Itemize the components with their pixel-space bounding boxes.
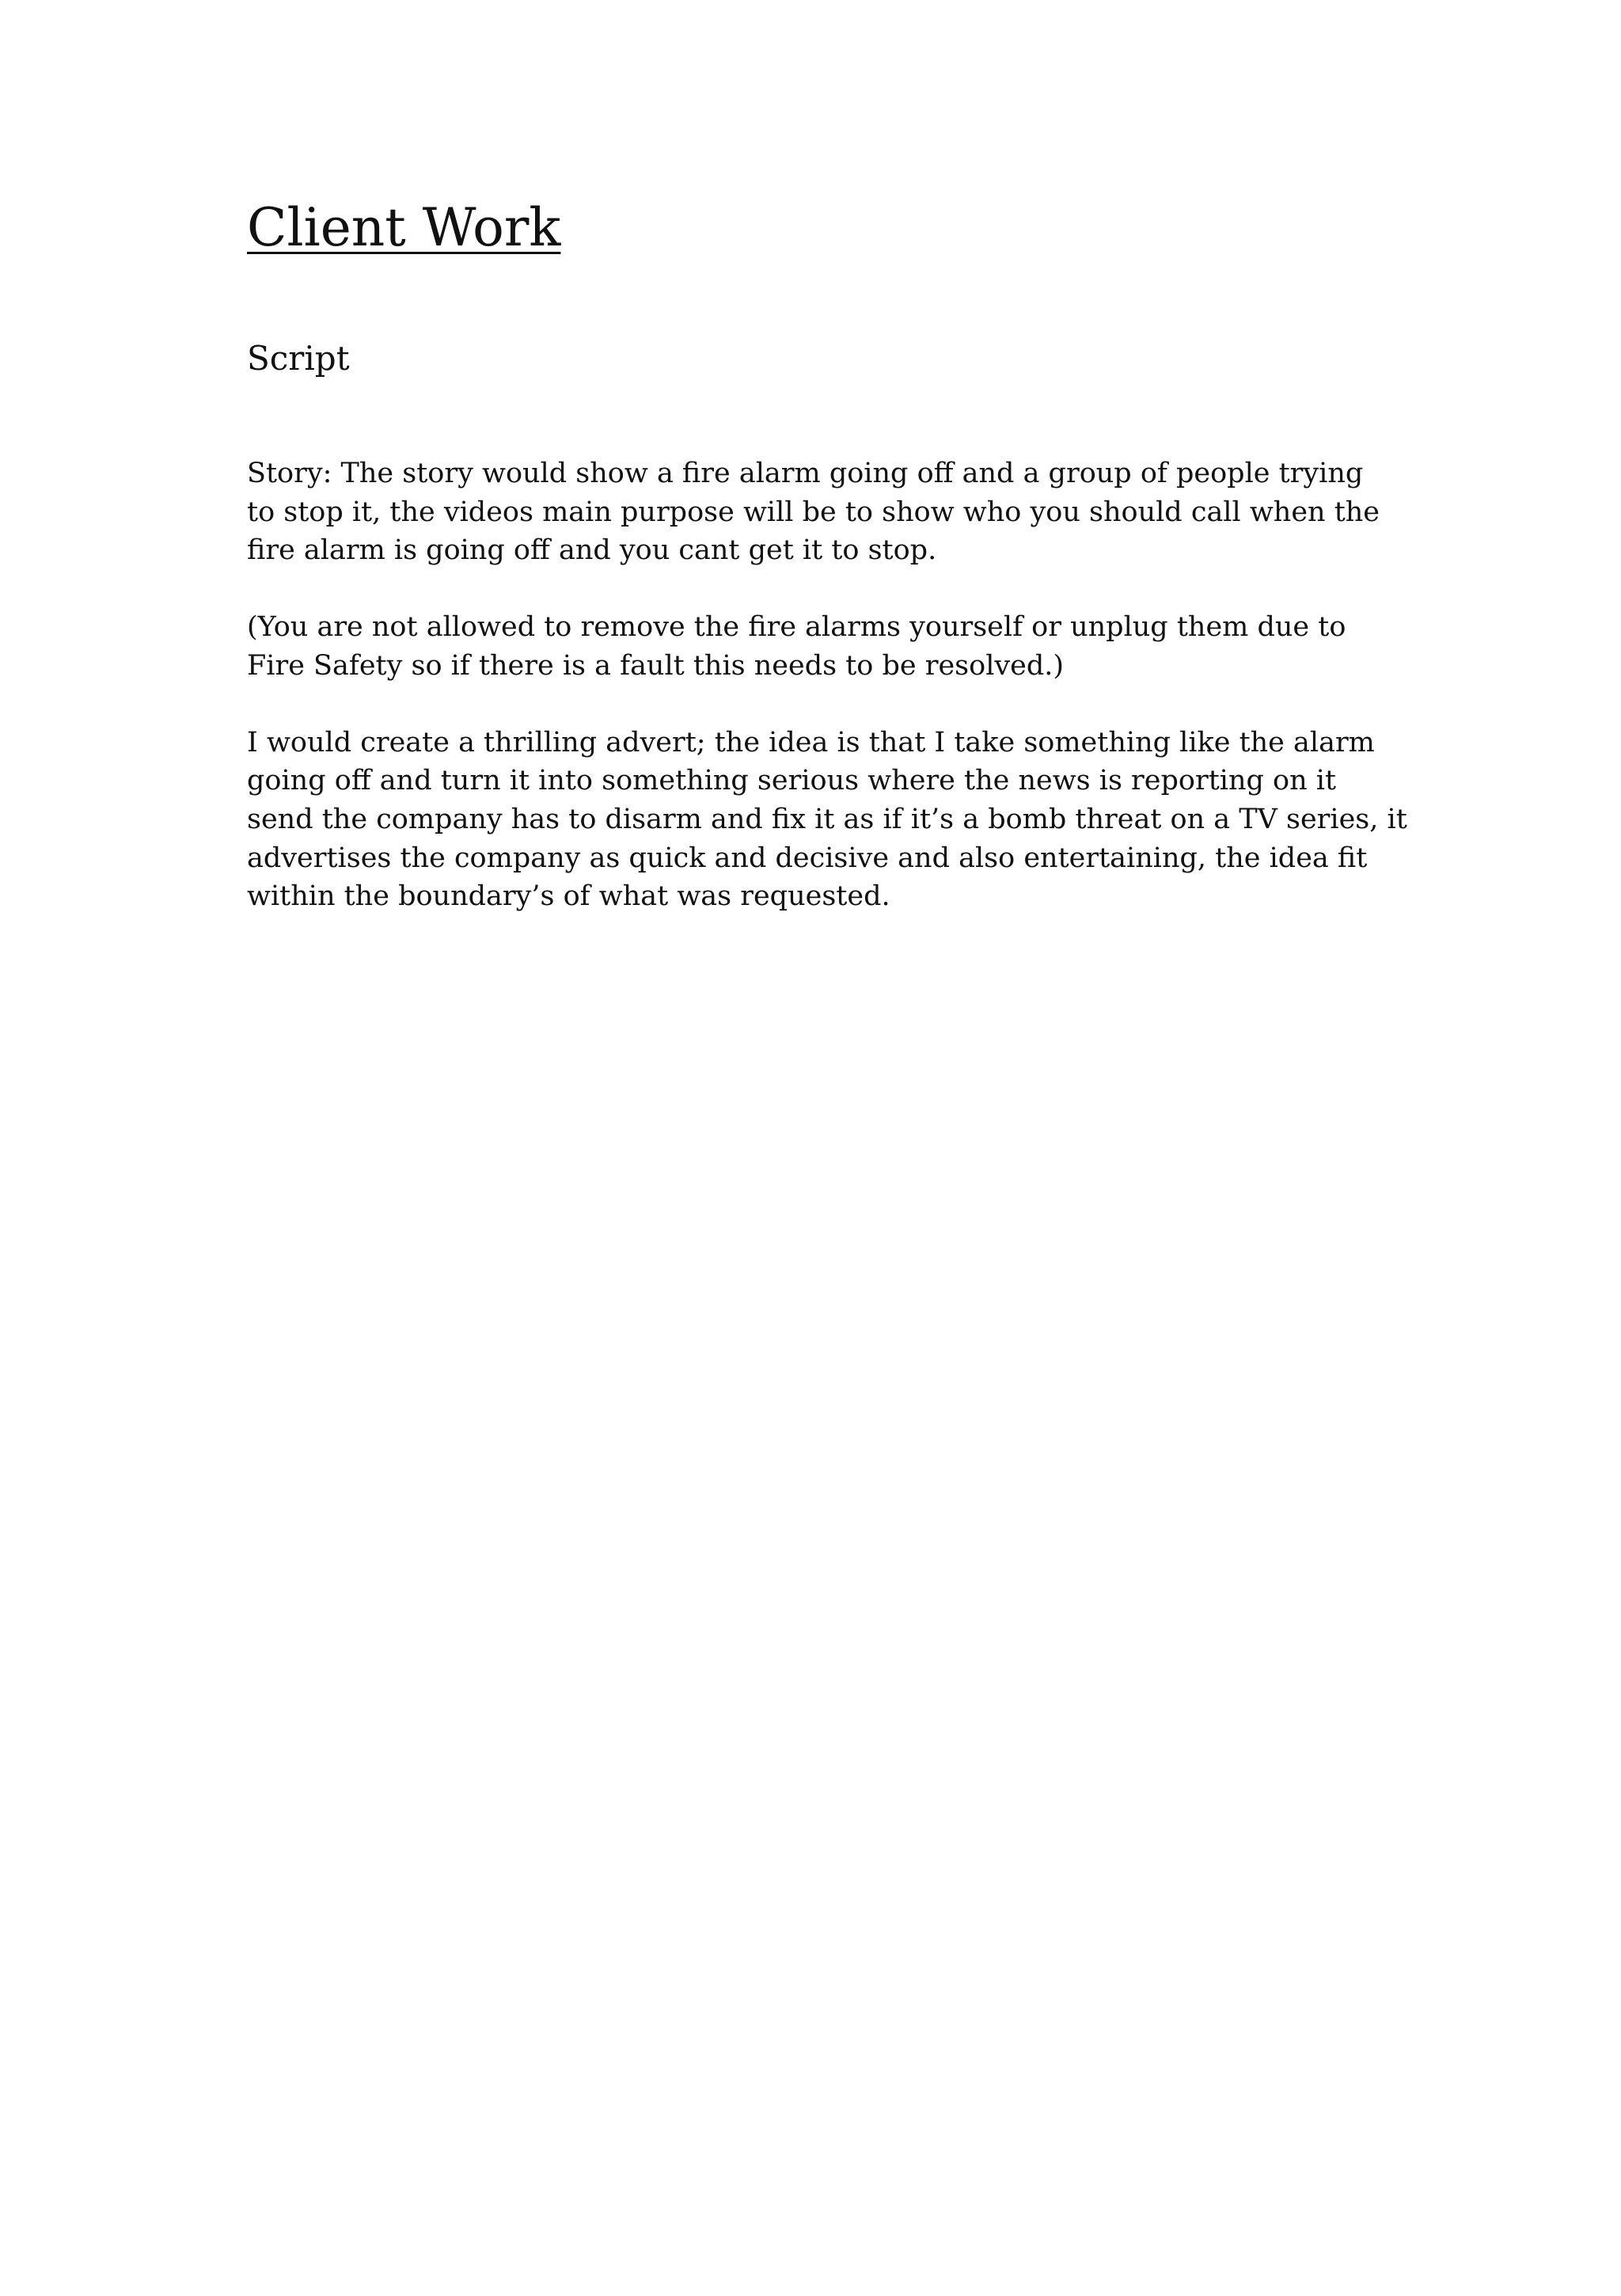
- text-line: fire alarm is going off and you cant get it to stop.: [247, 534, 937, 567]
- page-title: Client Work: [247, 197, 561, 258]
- text-line: (You are not allowed to remove the fire alarms yourself or unplug them due to: [247, 611, 1346, 644]
- text-line: Fire Safety so if there is a fault this needs to be resolved.): [247, 649, 1065, 682]
- section-heading: Script: [247, 339, 350, 378]
- paragraph-fire-safety-note: [247, 608, 1434, 685]
- paragraph-story: [247, 454, 1434, 570]
- text-line: going off and turn it into something serious where the news is reporting on it: [247, 765, 1337, 797]
- text-line: advertises the company as quick and decisive and also entertaining, the idea fit: [247, 842, 1368, 874]
- text-line: to stop it, the videos main purpose will be to show who you should call when the: [247, 496, 1380, 528]
- text-line: Story: The story would show a fire alarm going off and a group of people trying: [247, 458, 1364, 489]
- text-line: I would create a thrilling advert; the idea is that I take something like the alarm: [247, 726, 1375, 758]
- body-text: [247, 454, 1434, 954]
- paragraph-advert-idea: [247, 724, 1434, 917]
- text-line: send the company has to disarm and fix it as if it’s a bomb threat on a TV series, it: [247, 803, 1407, 835]
- text-line: within the boundary’s of what was requested.: [247, 880, 890, 913]
